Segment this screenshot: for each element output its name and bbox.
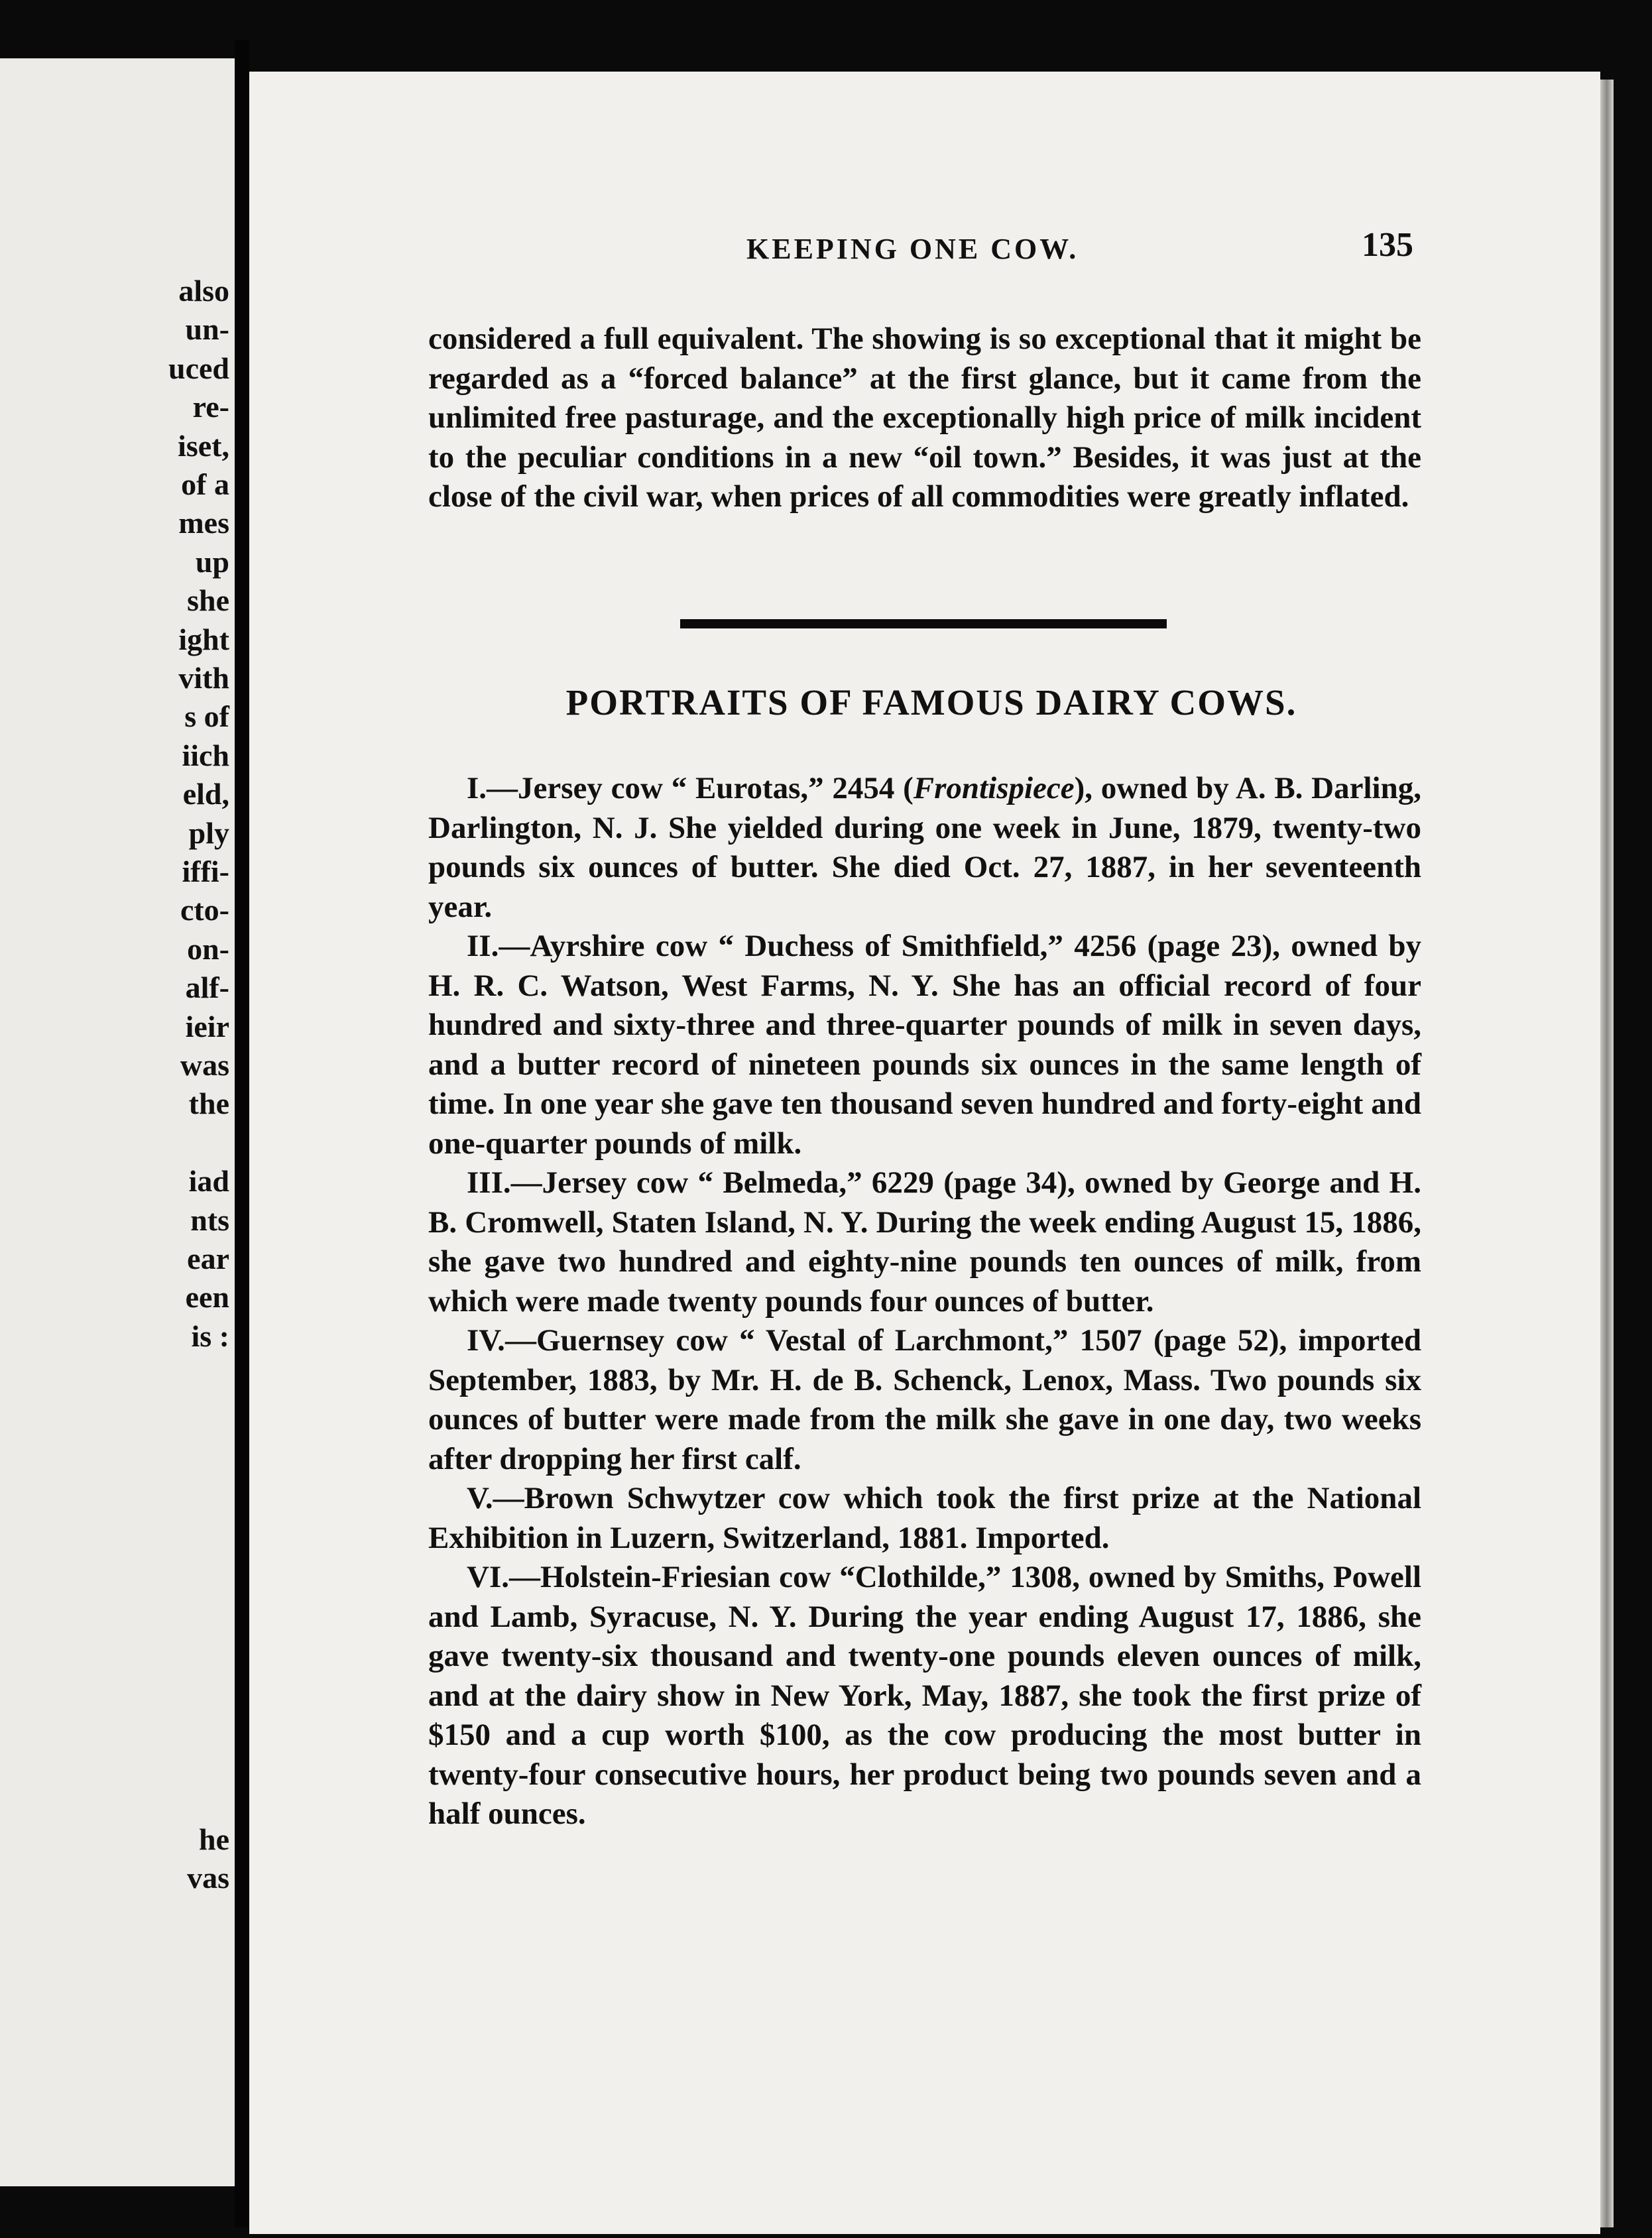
running-title: KEEPING ONE COW.: [746, 233, 1079, 265]
entry-3: III.—Jersey cow “ Belmeda,” 6229 (page 34), owned by George and H. B. Cromwell, Staten Island, N. Y. During the week ending August 15, 1886, she gave two hundred and eighty-nine pounds ten ounces of milk, from which were made twenty pounds four ounces of butter.: [428, 1165, 1421, 1319]
previous-page: [0, 58, 235, 2186]
left-page-text-fragment: eld,: [182, 777, 229, 811]
left-page-text-fragment: also: [178, 274, 229, 308]
left-page-text-fragment: ear: [187, 1242, 229, 1275]
page-edge: [1600, 80, 1614, 2227]
left-page-text-fragment: mes: [178, 506, 229, 540]
left-page-text-fragment: cto-: [180, 893, 229, 927]
section-divider-rule: [680, 619, 1167, 628]
entry-4: IV.—Guernsey cow “ Vestal of Larchmont,” 1507 (page 52), imported September, 1883, by Mr. H. de B. Schenck, Lenox, Mass. Two pounds six ounces of butter were made from the milk she gave in one day, two weeks after dropping her first calf.: [428, 1323, 1421, 1476]
intro-paragraph-block: [428, 320, 1421, 517]
entry-5: V.—Brown Schwytzer cow which took the first prize at the National Exhibition in Luzern, Switzerland, 1881. Imported.: [428, 1481, 1421, 1555]
left-page-text-fragment: she: [187, 583, 229, 618]
left-page-text-fragment: un-: [185, 312, 229, 347]
left-page-text-fragment: iad: [188, 1164, 229, 1199]
cow-entries: [428, 769, 1421, 1834]
left-page-text-fragment: een: [185, 1280, 229, 1315]
page-number: 135: [1362, 226, 1413, 264]
left-page-text-fragment: on-: [187, 931, 229, 966]
left-page-text-fragment: he: [199, 1822, 229, 1856]
left-page-text-fragment: vas: [187, 1861, 229, 1895]
left-page-text-fragment: nts: [190, 1203, 229, 1237]
section-title: PORTRAITS OF FAMOUS DAIRY COWS.: [565, 682, 1297, 723]
intro-paragraph: considered a full equivalent. The showing is so exceptional that it might be regarded as a “forced balance” at the first glance, but it came from the unlimited free pasturage, and the exceptionally high price of milk incident to the peculiar conditions in a new “oil town.” Besides, it was just at the close of the civil war, when prices of all commodities were greatly inflated.: [428, 322, 1421, 514]
left-page-text-fragment: s of: [184, 699, 229, 734]
left-page-text-fragment: iffi-: [182, 854, 229, 888]
left-page-text-fragment: ight: [178, 622, 229, 656]
entry-6: VI.—Holstein-Friesian cow “Clothilde,” 1308, owned by Smiths, Powell and Lamb, Syracuse, N. Y. During the year ending August 17, 1886, she gave twenty-six thousand and twenty-one pounds eleven ounces of milk, and at the dairy show in New York, May, 1887, she took the first prize of $150 and a cup worth $100, as the cow producing the most butter in twenty-four consecutive hours, her product being two pounds seven and a half ounces.: [428, 1560, 1421, 1831]
left-page-text-fragment: of a: [181, 467, 229, 501]
left-page-text-fragment: ieir: [185, 1009, 229, 1043]
left-page-text-fragment: ply: [188, 815, 229, 850]
page-header: [249, 226, 1600, 278]
left-page-text-fragment: vith: [178, 661, 229, 695]
left-page-text-fragment: was: [180, 1048, 229, 1082]
book-gutter: [235, 40, 249, 2227]
left-page-text-fragment: the: [188, 1087, 229, 1121]
left-page-text-fragment: is :: [191, 1319, 229, 1353]
left-page-text-fragment: up: [195, 544, 229, 579]
book-page: [249, 72, 1600, 2234]
entry-2: II.—Ayrshire cow “ Duchess of Smithfield,” 4256 (page 23), owned by H. R. C. Watson, West Farms, N. Y. She has an official record of four hundred and sixty-three and three-quarter pounds of milk in seven days, and a butter record of nineteen pounds six ounces in the same length of time. In one year she gave ten thousand seven hundred and forty-eight and one-quarter pounds of milk.: [428, 929, 1421, 1161]
left-page-text-fragment: alf-: [185, 971, 229, 1005]
left-page-text-fragment: iich: [182, 738, 229, 772]
left-page-text-fragment: re-: [192, 390, 229, 424]
entry-1: I.—Jersey cow “ Eurotas,” 2454 (Frontispiece), owned by A. B. Darling, Darlington, N. J. She yielded during one week in June, 1879, twenty-two pounds six ounces of butter. She died Oct. 27, 1887, in her seventeenth year.: [428, 771, 1421, 924]
left-page-text-fragment: iset,: [178, 428, 229, 463]
left-page-text-fragment: uced: [168, 351, 229, 385]
